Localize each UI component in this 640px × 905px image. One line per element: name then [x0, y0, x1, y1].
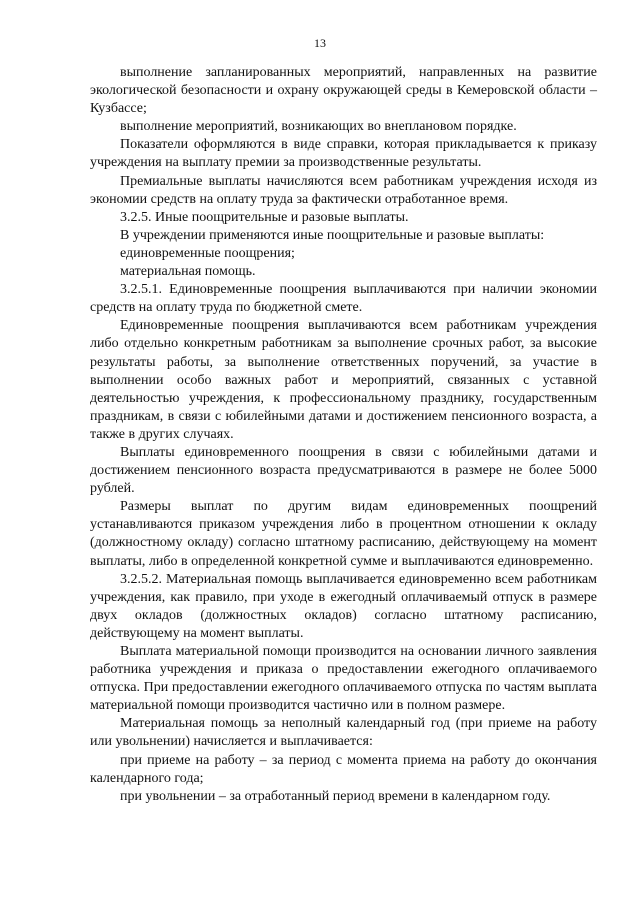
paragraph: Выплата материальной помощи производится на основании личного заявления работника учреждения и приказа о предоставлении ежегодного оплачиваемого отпуска. При предоставлении ежегодного оплачиваемого отпуска по частям выплата материальной помощи производится частично или в полном размере.	[90, 644, 597, 714]
paragraph: 3.2.5.2. Материальная помощь выплачивается единовременно всем работникам учреждения, как правило, при уходе в ежегодный оплачиваемый отпуск в размере двух окладов (должностных окладов) согласно штатному расписанию, действующему на момент выплаты.	[90, 571, 597, 641]
paragraph: выполнение мероприятий, возникающих во внеплановом порядке.	[120, 119, 517, 135]
paragraph: Единовременные поощрения выплачиваются всем работникам учреждения либо отдельно конкретным работникам за выполнение срочных работ, за высокие результаты работы, за выполнение ответственных поручений, за участие в выполнении особо важных работ и мероприятий, связанных с уставной деятельностью учреждения, к профессиональному празднику, государственным праздникам, в связи с юбилейными датами и достижением пенсионного возраста, а также в других случаях.	[90, 318, 597, 442]
paragraph: Премиальные выплаты начисляются всем работникам учреждения исходя из экономии средств на оплату труда за фактически отработанное время.	[90, 173, 597, 207]
list-item: единовременные поощрения;	[120, 245, 295, 261]
paragraph: Показатели оформляются в виде справки, которая прикладывается к приказу учреждения на выплату премии за производственные результаты.	[90, 137, 597, 171]
paragraph: 3.2.5.1. Единовременные поощрения выплачиваются при наличии экономии средств на оплату труда по бюджетной смете.	[90, 282, 597, 316]
section-heading: 3.2.5. Иные поощрительные и разовые выплаты.	[120, 209, 409, 225]
list-item: при увольнении – за отработанный период времени в календарном году.	[120, 788, 551, 804]
list-item: материальная помощь.	[120, 264, 256, 280]
paragraph: Выплаты единовременного поощрения в связи с юбилейными датами и достижением пенсионного возраста предусматриваются в размере не более 5000 рублей.	[90, 444, 597, 497]
list-item: при приеме на работу – за период с момента приема на работу до окончания календарного года;	[90, 752, 597, 786]
paragraph: В учреждении применяются иные поощрительные и разовые выплаты:	[120, 227, 545, 243]
paragraph: выполнение запланированных мероприятий, направленных на развитие экологической безопасности и охрану окружающей среды в Кемеровской области – Кузбассе;	[90, 65, 597, 117]
paragraph: Материальная помощь за неполный календарный год (при приеме на работу или увольнении) начисляется и выплачивается:	[90, 716, 597, 750]
paragraph: Размеры выплат по другим видам единовременных поощрений устанавливаются приказом учреждения либо в процентном отношении к окладу (должностному окладу) согласно штатному расписанию, действующему на момент выплаты, либо в определенной конкретной сумме и выплачиваются единовременно.	[90, 499, 597, 569]
page-number: 13	[314, 36, 326, 50]
document-body	[90, 64, 597, 806]
